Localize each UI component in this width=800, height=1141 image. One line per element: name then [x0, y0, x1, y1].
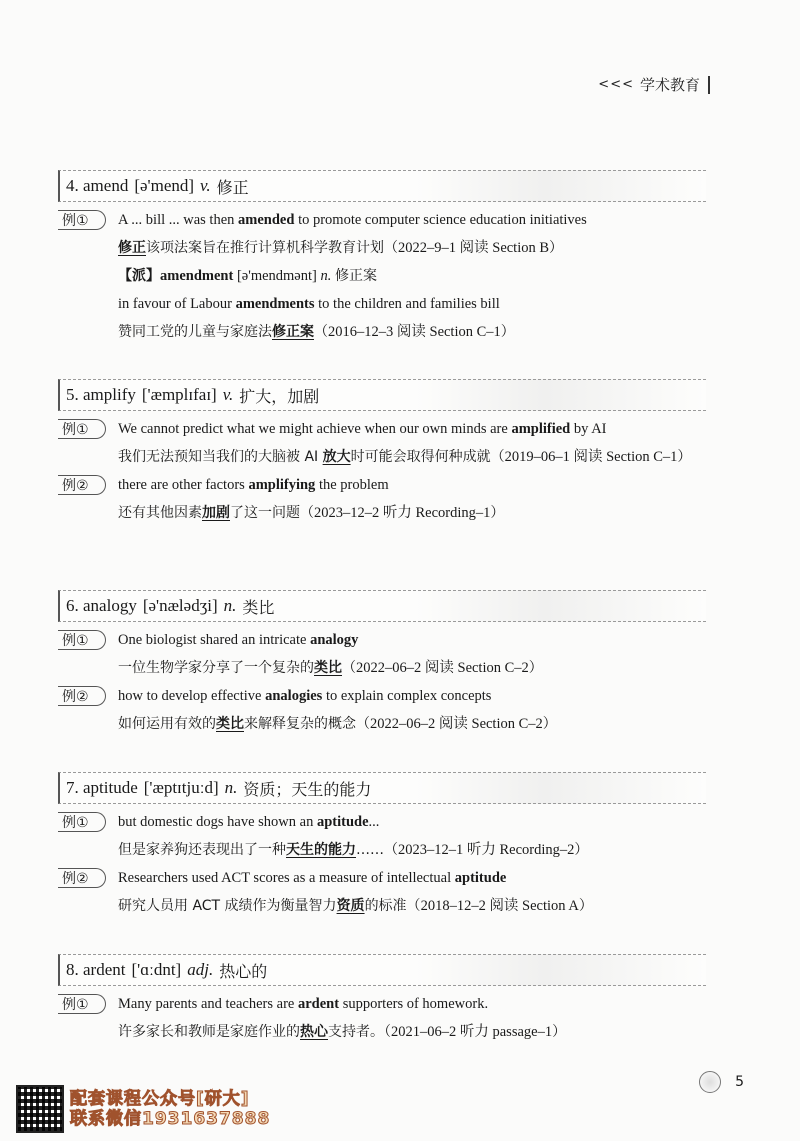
example	[58, 206, 706, 346]
header-title: 学术教育	[639, 76, 700, 94]
example-chinese: 修正该项法案旨在推行计算机科学教育计划（2022–9–1 阅读 Section B）	[118, 240, 564, 256]
promo-line-2: 联系微信1931637888	[70, 1109, 271, 1129]
entry-ardent	[58, 954, 706, 1046]
example-badge: 例①	[58, 210, 106, 230]
example	[58, 864, 706, 920]
part-of-speech: adj.	[187, 960, 214, 979]
example-english: Researchers used ACT scores as a measure of intellectual aptitude	[118, 870, 507, 886]
entry-amend	[58, 170, 706, 346]
example-chinese: 如何运用有效的类比来解释复杂的概念（2022–06–2 阅读 Section C–2）	[118, 716, 557, 732]
meaning: 热心的	[219, 961, 268, 981]
part-of-speech: n.	[223, 596, 237, 615]
derived-word: 【派】amendment [ə'mendmənt] n. 修正案	[118, 268, 377, 284]
phonetic: ['æmplɪfaɪ]	[141, 385, 217, 404]
example-english: We cannot predict what we might achieve when our own minds are amplified by AI	[118, 421, 607, 437]
phonetic: ['æptɪtjuːd]	[143, 778, 219, 797]
example-english: but domestic dogs have shown an aptitude...	[118, 814, 380, 830]
example-badge: 例①	[58, 419, 106, 439]
example-chinese: 还有其他因素加剧了这一问题（2023–12–2 听力 Recording–1）	[118, 505, 505, 521]
page-ornament-icon	[699, 1071, 721, 1093]
example	[58, 808, 706, 864]
entry-headword	[58, 590, 706, 622]
promo-line-1: 配套课程公众号[研大]	[70, 1089, 250, 1109]
entry-headword	[58, 772, 706, 804]
part-of-speech: n.	[224, 778, 238, 797]
entry-headword	[58, 170, 706, 202]
promo-watermark	[16, 1085, 270, 1133]
example-chinese: 但是家养狗还表现出了一种天生的能力……（2023–12–1 听力 Recording–2）	[118, 842, 589, 858]
derived-english: in favour of Labour amendments to the children and families bill	[118, 296, 500, 312]
meaning: 扩大，加剧	[239, 386, 320, 406]
page-number: 5	[735, 1074, 744, 1090]
phonetic: [ə'nælədʒi]	[142, 596, 218, 615]
entry-analogy	[58, 590, 706, 738]
example-chinese: 研究人员用 ACT 成绩作为衡量智力资质的标准（2018–12–2 阅读 Section A）	[118, 898, 593, 914]
part-of-speech: v.	[200, 176, 211, 195]
example-chinese: 一位生物学家分享了一个复杂的类比（2022–06–2 阅读 Section C–2）	[118, 660, 543, 676]
meaning: 修正	[216, 177, 249, 197]
example-badge: 例①	[58, 630, 106, 650]
meaning: 资质；天生的能力	[243, 779, 372, 799]
example	[58, 682, 706, 738]
header-arrows: <<<	[598, 77, 634, 92]
phonetic: ['ɑːdnt]	[131, 960, 182, 979]
headword: 4. amend	[66, 176, 129, 195]
phonetic: [ə'mend]	[134, 176, 195, 195]
entry-headword	[58, 954, 706, 986]
promo-text	[70, 1089, 270, 1129]
running-header	[598, 74, 710, 95]
headword: 8. ardent	[66, 960, 126, 979]
example-english: A ... bill ... was then amended to promote computer science education initiatives	[118, 212, 587, 228]
entry-headword	[58, 379, 706, 411]
example	[58, 990, 706, 1046]
entry-amplify	[58, 379, 706, 527]
part-of-speech: v.	[222, 385, 234, 404]
meaning: 类比	[242, 597, 275, 617]
derived-chinese: 赞同工党的儿童与家庭法修正案（2016–12–3 阅读 Section C–1）	[118, 324, 515, 340]
headword: 6. analogy	[66, 596, 137, 615]
header-divider	[708, 76, 710, 94]
example	[58, 415, 706, 471]
headword: 5. amplify	[66, 385, 136, 404]
example-english: there are other factors amplifying the problem	[118, 477, 389, 493]
example-chinese: 我们无法预知当我们的大脑被 AI 放大时可能会取得何种成就（2019–06–1 阅读 Section C–1）	[118, 449, 692, 465]
entry-aptitude	[58, 772, 706, 920]
example-english: Many parents and teachers are ardent supporters of homework.	[118, 996, 489, 1012]
example	[58, 626, 706, 682]
example-badge: 例①	[58, 812, 106, 832]
example-badge: 例②	[58, 475, 106, 495]
example-english: how to develop effective analogies to explain complex concepts	[118, 688, 492, 704]
headword: 7. aptitude	[66, 778, 138, 797]
qr-code-icon	[16, 1085, 64, 1133]
example-chinese: 许多家长和教师是家庭作业的热心支持者。（2021–06–2 听力 passage–1）	[118, 1024, 567, 1040]
example-english: One biologist shared an intricate analogy	[118, 632, 359, 648]
example-badge: 例①	[58, 994, 106, 1014]
example	[58, 471, 706, 527]
example-badge: 例②	[58, 686, 106, 706]
page-footer	[699, 1071, 744, 1093]
example-badge: 例②	[58, 868, 106, 888]
